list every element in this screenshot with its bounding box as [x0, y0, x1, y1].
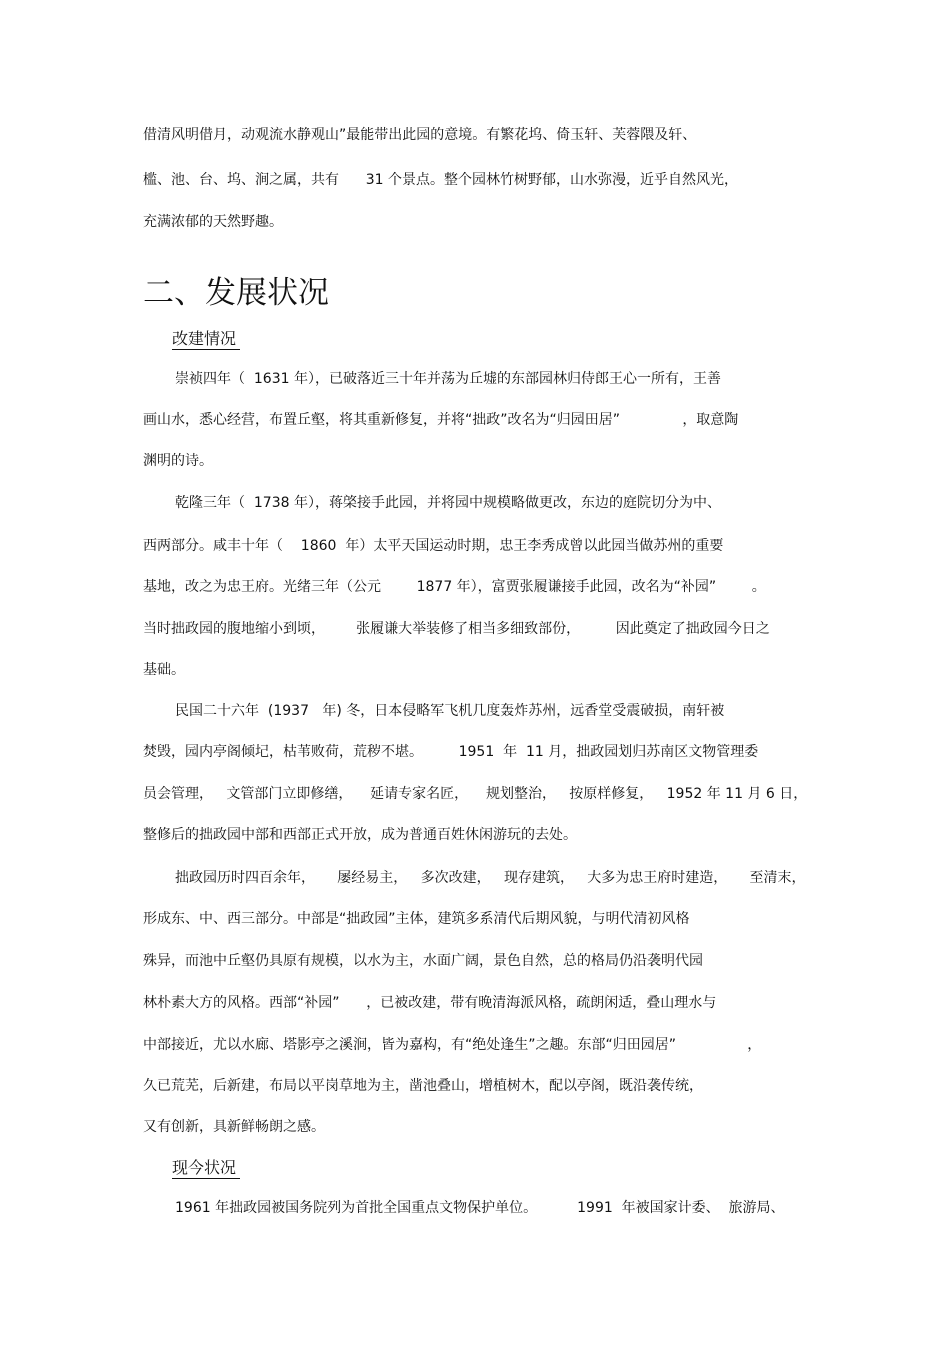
text-line: 整修后的拙政园中部和西部正式开放，成为普通百姓休闲游玩的去处。 [143, 827, 577, 843]
text-line: 槛、池、台、坞、涧之属，共有 31 个景点。整个园林竹树野郁，山水弥漫，近乎自然风光， [143, 172, 738, 188]
text-line: 西两部分。咸丰十年（ 1860 年）太平天国运动时期，忠王李秀成曾以此园当做苏州的重要 [143, 538, 724, 554]
subsection-title-current: 现今状况 [172, 1158, 240, 1179]
text-line: 中部接近，尤以水廊、塔影亭之溪涧，皆为嘉构，有“绝处逢生”之趣。东部“归田园居” ， [143, 1037, 762, 1053]
text-line: 基地，改之为忠王府。光绪三年（公元 1877 年），富贾张履谦接手此园，改名为“补园” 。 [143, 579, 766, 595]
text-line: 1961 年拙政园被国务院列为首批全国重点文物保护单位。 1991 年被国家计委、 旅游局、 [175, 1200, 785, 1216]
text-line: 乾隆三年（ 1738 年），蒋棨接手此园，并将园中规模略做更改，东边的庭院切分为中、 [175, 495, 721, 511]
text-line: 画山水，悉心经营，布置丘壑，将其重新修复，并将“拙政”改名为“归园田居” ，取意陶 [143, 412, 739, 428]
text-line: 借清风明借月，动观流水静观山”最能带出此园的意境。有繁花坞、倚玉轩、芙蓉隈及轩、 [143, 127, 697, 143]
text-line: 基础。 [143, 662, 185, 678]
text-line: 林朴素大方的风格。西部“补园” ，已被改建，带有晚清海派风格，疏朗闲适，叠山理水与 [143, 995, 717, 1011]
text-line: 员会管理， 文管部门立即修缮， 延请专家名匠， 规划整治， 按原样修复， 1952 年 11 月 6 日， [143, 786, 808, 802]
text-line: 民国二十六年 (1937 年) 冬，日本侵略军飞机几度轰炸苏州，远香堂受震破损，南轩被 [175, 703, 725, 719]
text-line: 拙政园历时四百余年， 屡经易主， 多次改建， 现存建筑， 大多为忠王府时建造， 至清末， [175, 870, 806, 886]
text-line: 焚毁，园内亭阁倾圮，枯苇败荷，荒秽不堪。 1951 年 11 月，拙政园划归苏南区文物管理委 [143, 744, 759, 760]
text-line: 崇祯四年（ 1631 年），已破落近三十年并荡为丘墟的东部园林归侍郎王心一所有，王善 [175, 371, 721, 387]
text-line: 充满浓郁的天然野趣。 [143, 214, 283, 230]
text-line: 殊异，而池中丘壑仍具原有规模，以水为主，水面广阔，景色自然，总的格局仍沿袭明代园 [143, 953, 703, 969]
text-line: 久已荒芜，后新建，布局以平岗草地为主，凿池叠山，增植树木，配以亭阁，既沿袭传统， [143, 1078, 703, 1094]
text-line: 又有创新，具新鲜畅朗之感。 [143, 1119, 325, 1135]
subsection-title-rebuild: 改建情况 [172, 329, 240, 350]
text-line: 当时拙政园的腹地缩小到顷， 张履谦大举装修了相当多细致部份， 因此奠定了拙政园今日之 [143, 621, 770, 637]
text-line: 形成东、中、西三部分。中部是“拙政园”主体，建筑多系清代后期风貌，与明代清初风格 [143, 911, 690, 927]
section-title: 二、发展状况 [143, 275, 329, 311]
text-line: 渊明的诗。 [143, 453, 213, 469]
